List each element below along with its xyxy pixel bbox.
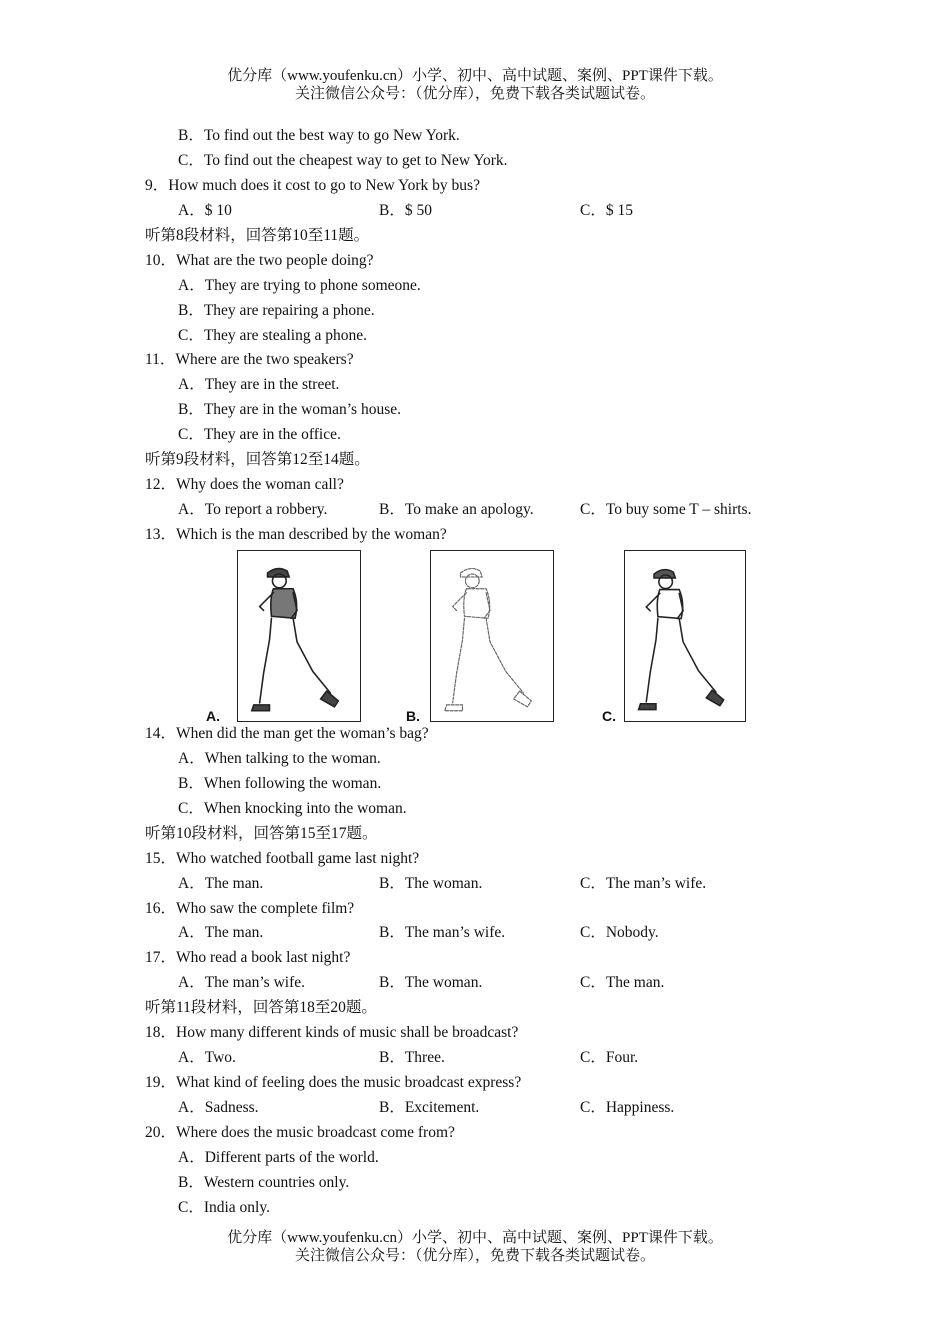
q12-option-c: C．To buy some T – shirts.	[580, 501, 752, 519]
picture-a-label: A.	[206, 707, 220, 724]
q17-option-a: A．The man’s wife.	[178, 974, 305, 992]
q16-options	[0, 921, 950, 946]
q10-option-b: B．They are repairing a phone.	[178, 301, 375, 319]
q11-option-b: B．They are in the woman’s house.	[178, 401, 401, 419]
q11-option-c: C．They are in the office.	[178, 426, 341, 444]
page-footer	[0, 1229, 950, 1265]
q11-text: 11．Where are the two speakers?	[145, 351, 354, 369]
header-line-1: 优分库（www.youfenku.cn）小学、初中、高中试题、案例、PPT课件下载。	[227, 68, 723, 84]
q14-option-a: A．When talking to the woman.	[178, 749, 381, 767]
q17-text: 17．Who read a book last night?	[145, 949, 351, 967]
section-11-heading: 听第11段材料，回答第18至20题。	[145, 999, 377, 1017]
q15-option-a: A．The man.	[178, 874, 264, 892]
q9-text: 9．How much does it cost to go to New York by bus?	[145, 176, 480, 194]
q12-options	[0, 498, 950, 523]
q16-option-a: A．The man.	[178, 924, 264, 942]
q20-text: 20．Where does the music broadcast come from?	[145, 1123, 455, 1141]
exam-content	[0, 124, 950, 1221]
q15-options	[0, 872, 950, 897]
q14-option-b: B．When following the woman.	[178, 774, 382, 792]
q9-option-c: C．$ 15	[580, 201, 633, 219]
q10-option-a: A．They are trying to phone someone.	[178, 276, 421, 294]
q13-pictures	[0, 548, 950, 722]
q11-option-a: A．They are in the street.	[178, 376, 340, 394]
q13-text: 13．Which is the man described by the woman?	[145, 526, 447, 543]
footer-line-1: 优分库（www.youfenku.cn）小学、初中、高中试题、案例、PPT课件下载。	[227, 1230, 723, 1246]
q8-option-c: C．To find out the cheapest way to get to New York.	[178, 151, 508, 169]
picture-b-walking-man	[430, 550, 554, 722]
q18-options	[0, 1046, 950, 1071]
q10-text: 10．What are the two people doing?	[145, 251, 374, 269]
q10-option-c: C．They are stealing a phone.	[178, 326, 367, 344]
picture-b-label: B.	[406, 707, 420, 724]
q12-text: 12．Why does the woman call?	[145, 476, 344, 494]
q19-option-b: B．Excitement.	[379, 1099, 480, 1116]
q19-option-a: A．Sadness.	[178, 1099, 259, 1116]
q15-option-b: B．The woman.	[379, 874, 483, 892]
q8-option-b: B．To find out the best way to go New York.	[178, 127, 460, 144]
picture-c-label: C.	[602, 707, 616, 724]
q18-option-b: B．Three.	[379, 1049, 445, 1067]
q17-option-c: C．The man.	[580, 974, 665, 992]
q16-text: 16．Who saw the complete film?	[145, 899, 355, 917]
q17-options	[0, 971, 950, 996]
q19-options	[0, 1096, 950, 1121]
q14-option-c: C．When knocking into the woman.	[178, 799, 407, 817]
q18-option-a: A．Two.	[178, 1049, 236, 1067]
picture-c-walking-man	[624, 550, 746, 722]
header-line-2: 关注微信公众号：（优分库），免费下载各类试题试卷。	[294, 86, 655, 102]
q15-text: 15．Who watched football game last night?	[145, 849, 420, 867]
section-9-heading: 听第9段材料，回答第12至14题。	[145, 451, 370, 469]
q16-option-b: B．The man’s wife.	[379, 924, 506, 942]
q16-option-c: C．Nobody.	[580, 924, 659, 942]
q19-text: 19．What kind of feeling does the music broadcast express?	[145, 1074, 522, 1092]
q20-option-b: B．Western countries only.	[178, 1173, 350, 1191]
q12-option-a: A．To report a robbery.	[178, 501, 328, 519]
walking-man-plaid-shirt-icon	[238, 551, 360, 721]
section-10-heading: 听第10段材料，回答第15至17题。	[145, 824, 378, 842]
section-8-heading: 听第8段材料，回答第10至11题。	[145, 226, 370, 244]
q18-option-c: C．Four.	[580, 1049, 639, 1067]
walking-man-plain-jacket-icon	[625, 551, 745, 721]
q19-option-c: C．Happiness.	[580, 1099, 675, 1116]
page-header	[0, 67, 950, 103]
q9-options	[0, 199, 950, 224]
q20-option-c: C．India only.	[178, 1198, 270, 1216]
q15-option-c: C．The man’s wife.	[580, 874, 707, 892]
q14-text: 14．When did the man get the woman’s bag?	[145, 724, 429, 742]
q17-option-b: B．The woman.	[379, 974, 483, 992]
picture-a-walking-man	[237, 550, 361, 722]
footer-line-2: 关注微信公众号：（优分库），免费下载各类试题试卷。	[294, 1248, 655, 1264]
walking-man-light-sketch-icon	[431, 551, 553, 721]
q18-text: 18．How many different kinds of music shall be broadcast?	[145, 1024, 519, 1042]
q12-option-b: B．To make an apology.	[379, 501, 534, 519]
q9-option-b: B．$ 50	[379, 201, 432, 219]
q20-option-a: A．Different parts of the world.	[178, 1148, 379, 1166]
q9-option-a: A．$ 10	[178, 201, 232, 219]
